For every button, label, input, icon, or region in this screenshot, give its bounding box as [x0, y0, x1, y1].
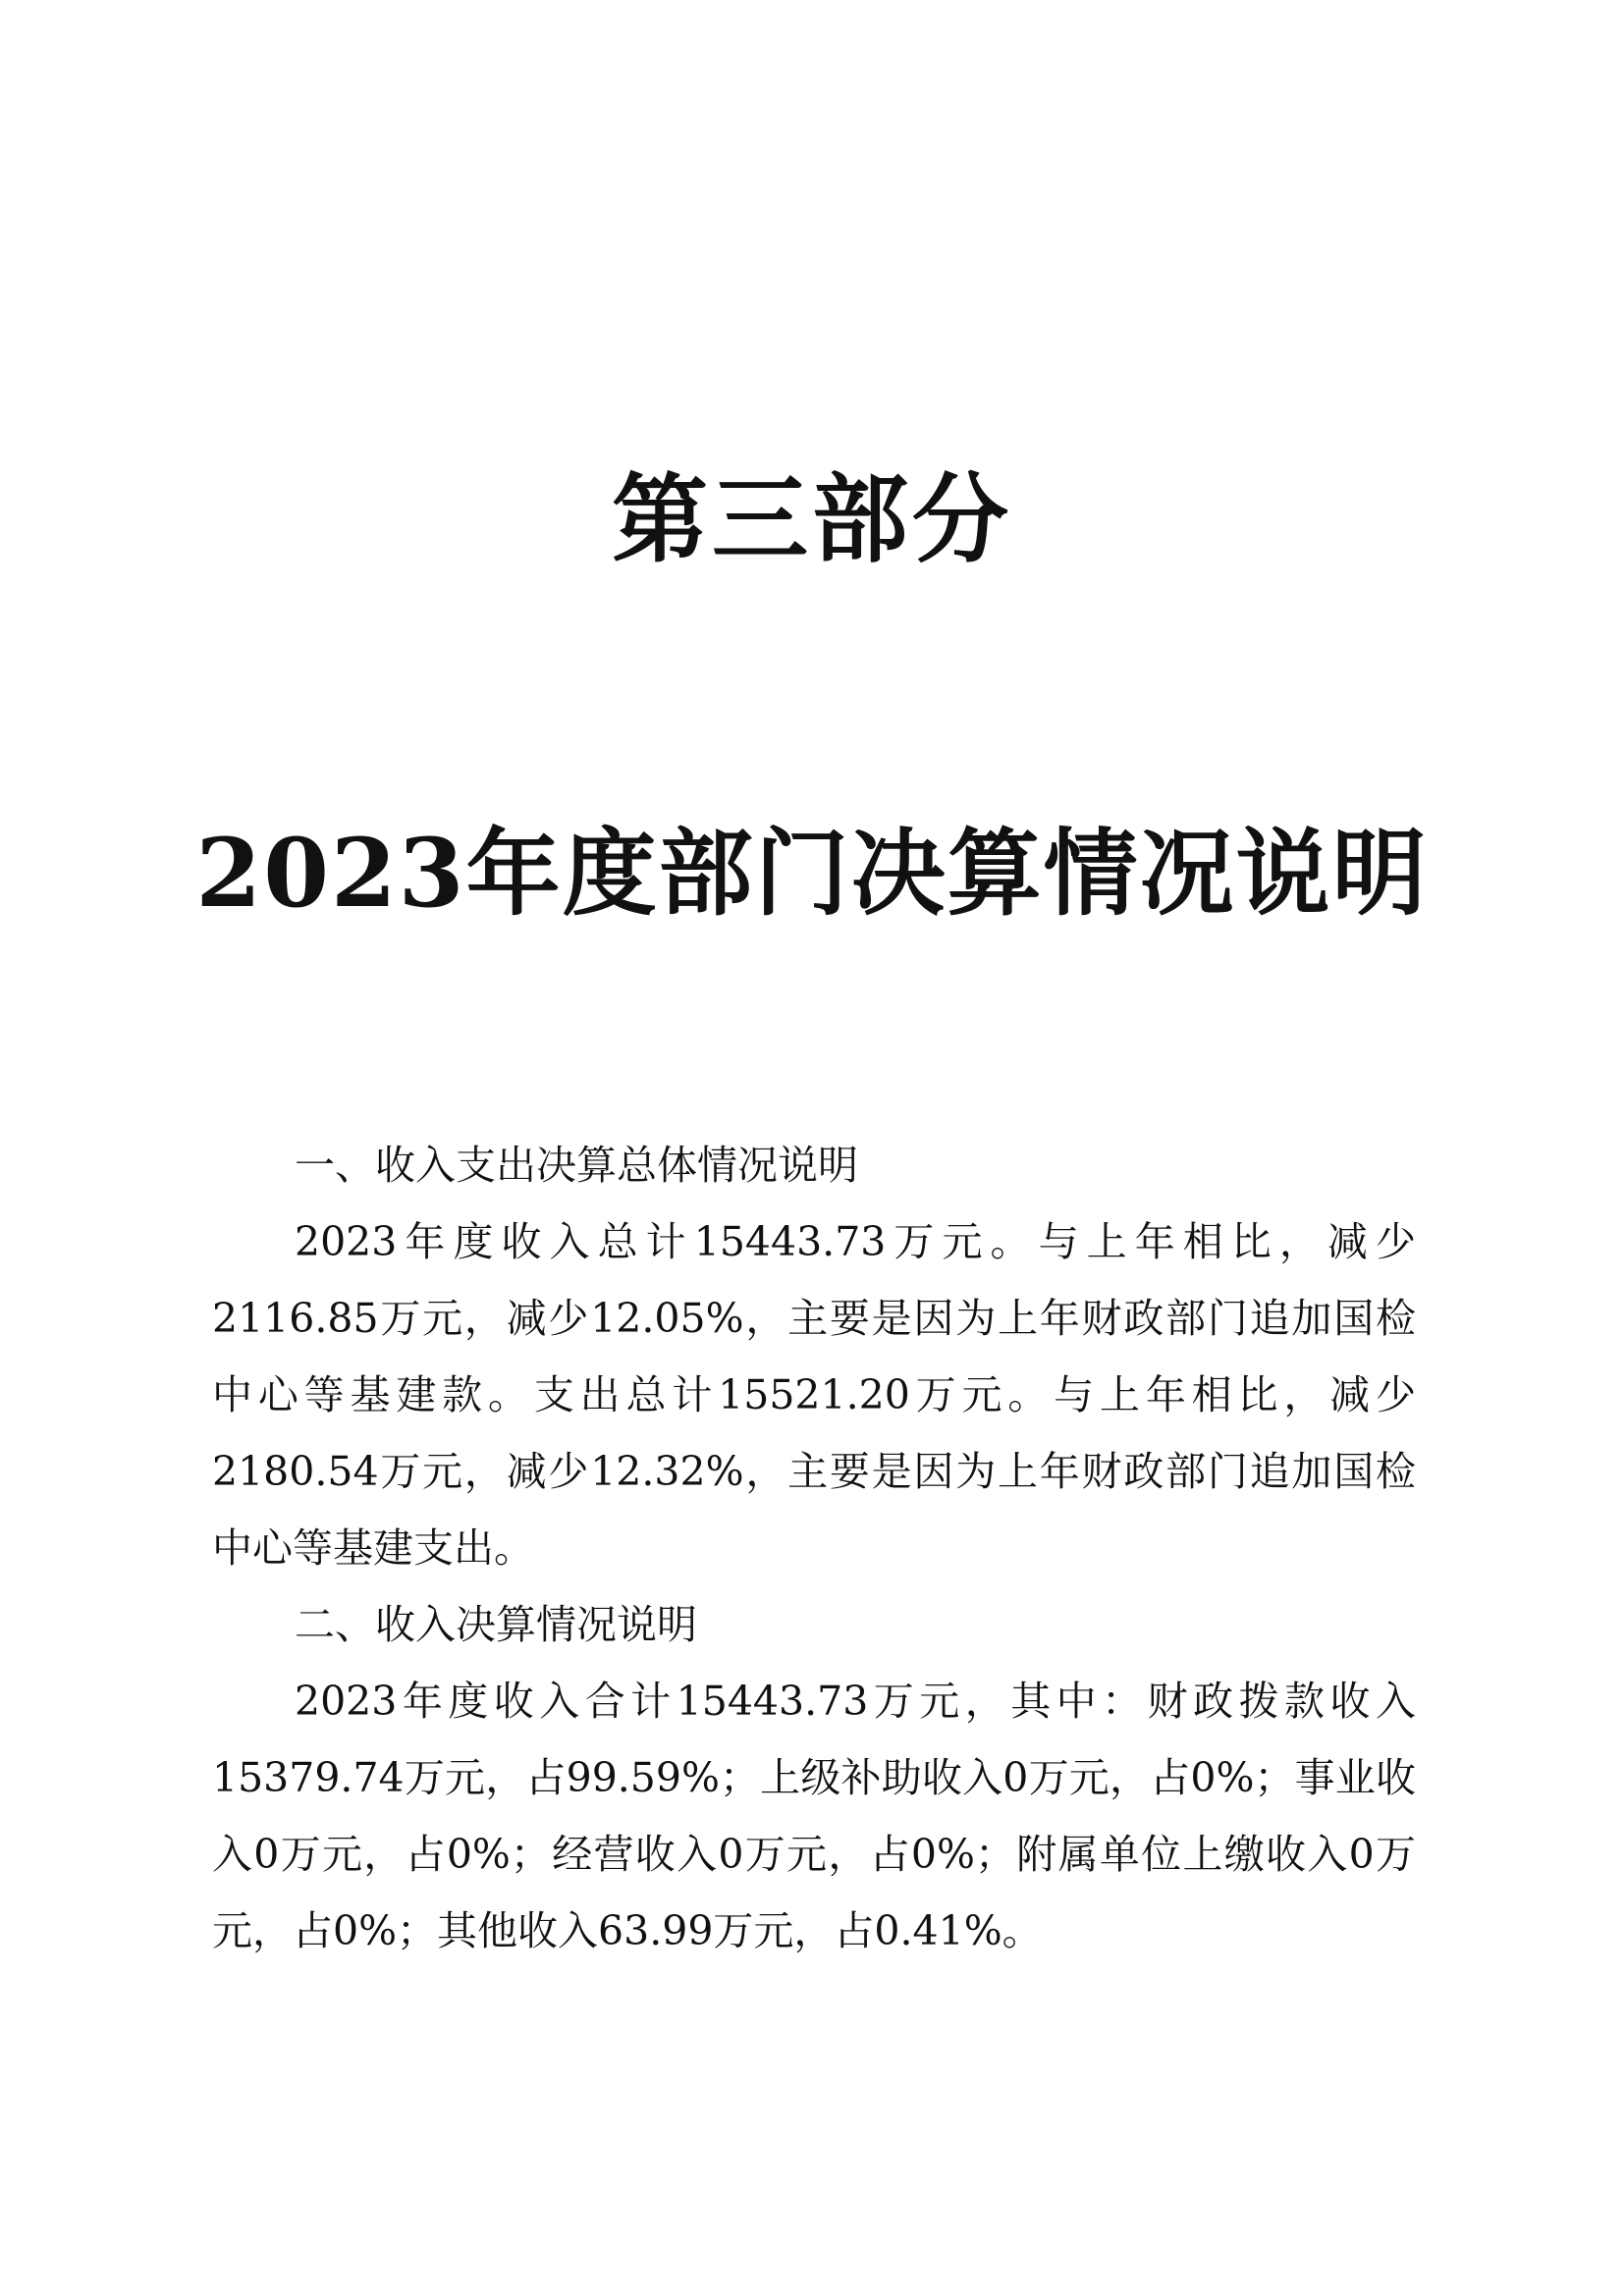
document-title: 2023年度部门决算情况说明	[195, 818, 1429, 929]
section-heading-overall: 一、收入支出决算总体情况说明	[295, 1142, 858, 1189]
part-title: 第三部分	[611, 463, 1012, 576]
section-body-income: 2023年度收入合计15443.73万元，其中：财政拨款收入15379.74万元，占99.59%；上级补助收入0万元，占0%；事业收入0万元，占0%；经营收入0万元，占0%；附属单位上缴收入0万元，占0%；其他收入63.99万元，占0.41%。	[212, 1678, 1416, 1954]
section-body-overall: 2023年度收入总计15443.73万元。与上年相比，减少2116.85万元，减少12.05%，主要是因为上年财政部门追加国检中心等基建款。支出总计15521.20万元。与上年相比，减少2180.54万元，减少12.32%，主要是因为上年财政部门追加国检中心等基建支出。	[212, 1218, 1416, 1572]
section-heading-income: 二、收入决算情况说明	[295, 1601, 697, 1648]
document-body	[212, 1127, 1416, 1969]
